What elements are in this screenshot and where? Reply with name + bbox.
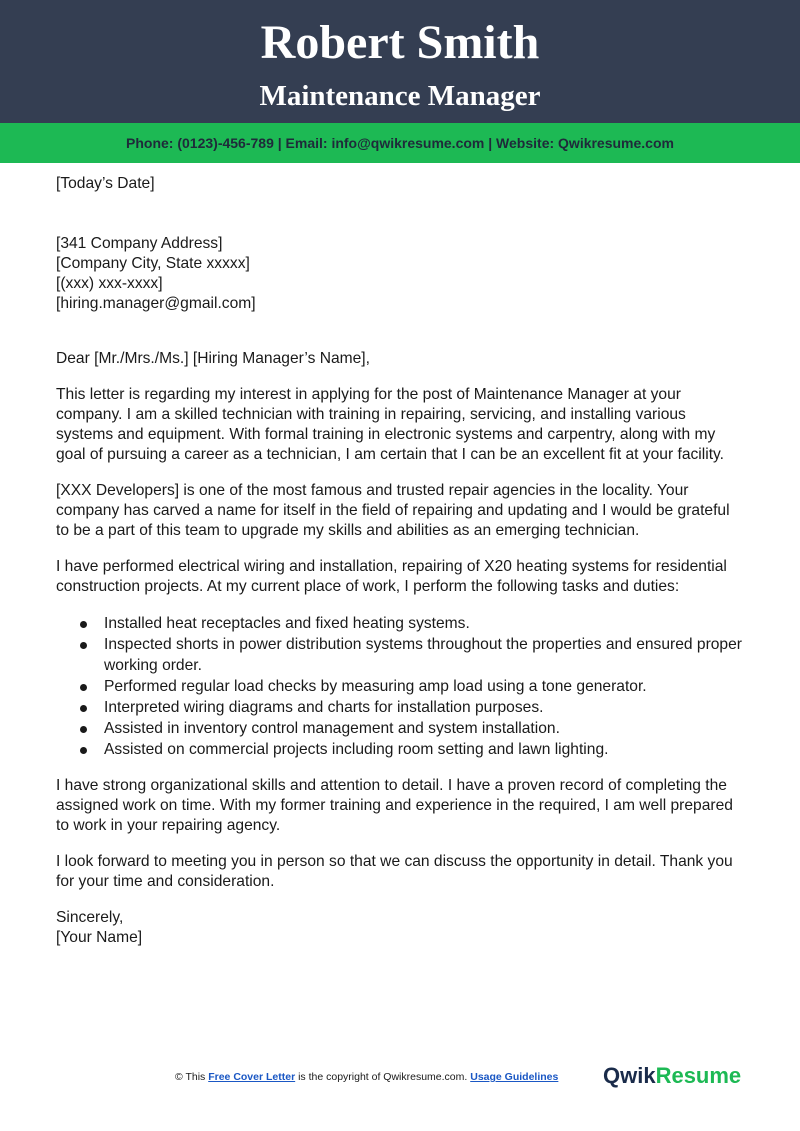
paragraph: This letter is regarding my interest in applying for the post of Maintenance Manager at your company. I am a skilled technician with training in repairing, servicing, and installing various systems and equipment. With formal training in electronic systems and carpentry, along with my goal of pursuing a career as a technician, I am certain that I can be an excellent fit at your facility.: [56, 386, 725, 463]
list-item-text: Interpreted wiring diagrams and charts for installation purposes.: [104, 699, 544, 716]
list-item: [56, 613, 746, 634]
list-item: [56, 739, 746, 760]
usage-guidelines-link[interactable]: Usage Guidelines: [470, 1071, 559, 1083]
candidate-role: Maintenance Manager: [259, 80, 541, 112]
copyright-notice: [175, 1071, 558, 1083]
list-item-text: Inspected shorts in power distribution systems throughout the properties and ensured proper working order.: [104, 636, 742, 674]
recipient-address: [56, 234, 746, 314]
salutation: Dear [Mr./Mrs./Ms.] [Hiring Manager’s Name],: [56, 350, 370, 367]
bullet-icon: [80, 726, 87, 733]
address-line: [hiring.manager@gmail.com]: [56, 295, 256, 312]
address-line: [Company City, State xxxxx]: [56, 255, 250, 272]
bullet-icon: [80, 705, 87, 712]
letter-body: [56, 174, 746, 948]
duties-list: [56, 613, 746, 760]
signoff: Sincerely,: [56, 909, 124, 926]
bullet-icon: [80, 621, 87, 628]
header-banner: [0, 0, 800, 123]
list-item: [56, 634, 746, 676]
candidate-name: Robert Smith: [260, 16, 540, 69]
list-item-text: Installed heat receptacles and fixed heating systems.: [104, 615, 470, 632]
free-cover-letter-link[interactable]: Free Cover Letter: [208, 1071, 296, 1083]
letter-date: [Today’s Date]: [56, 175, 155, 192]
footer: [0, 1062, 800, 1092]
contact-bar: [0, 123, 800, 163]
list-item-text: Performed regular load checks by measuring amp load using a tone generator.: [104, 678, 647, 695]
bullet-icon: [80, 747, 87, 754]
list-item-text: Assisted on commercial projects including room setting and lawn lighting.: [104, 741, 609, 758]
bullet-icon: [80, 642, 87, 649]
list-item: [56, 697, 746, 718]
address-line: [341 Company Address]: [56, 235, 223, 252]
contact-info: Phone: (0123)-456-789 | Email: info@qwikresume.com | Website: Qwikresume.com: [126, 135, 674, 151]
copyright-prefix: © This: [175, 1071, 209, 1083]
list-item: [56, 718, 746, 739]
address-line: [(xxx) xxx-xxxx]: [56, 275, 163, 292]
paragraph: I have strong organizational skills and attention to detail. I have a proven record of completing the assigned work on time. With my former training and experience in the required, I am well prepared to work in your repairing agency.: [56, 777, 733, 834]
paragraph: I look forward to meeting you in person so that we can discuss the opportunity in detail. Thank you for your time and consideration.: [56, 853, 733, 890]
qwikresume-logo: [603, 1063, 741, 1089]
paragraph: I have performed electrical wiring and installation, repairing of X20 heating systems for residential construction projects. At my current place of work, I perform the following tasks and duties:: [56, 558, 727, 595]
list-item-text: Assisted in inventory control management and system installation.: [104, 720, 560, 737]
logo-part-qwik: Qwik: [603, 1063, 656, 1088]
bullet-icon: [80, 684, 87, 691]
copyright-middle: is the copyright of Qwikresume.com.: [295, 1071, 471, 1083]
paragraph: [XXX Developers] is one of the most famous and trusted repair agencies in the locality. Your company has carved a name for itself in the field of repairing and updating and I would be grateful to be a part of this team to upgrade my skills and abilities as an emerging technician.: [56, 482, 730, 539]
logo-part-resume: Resume: [655, 1063, 742, 1088]
list-item: [56, 676, 746, 697]
signature: [Your Name]: [56, 929, 143, 946]
